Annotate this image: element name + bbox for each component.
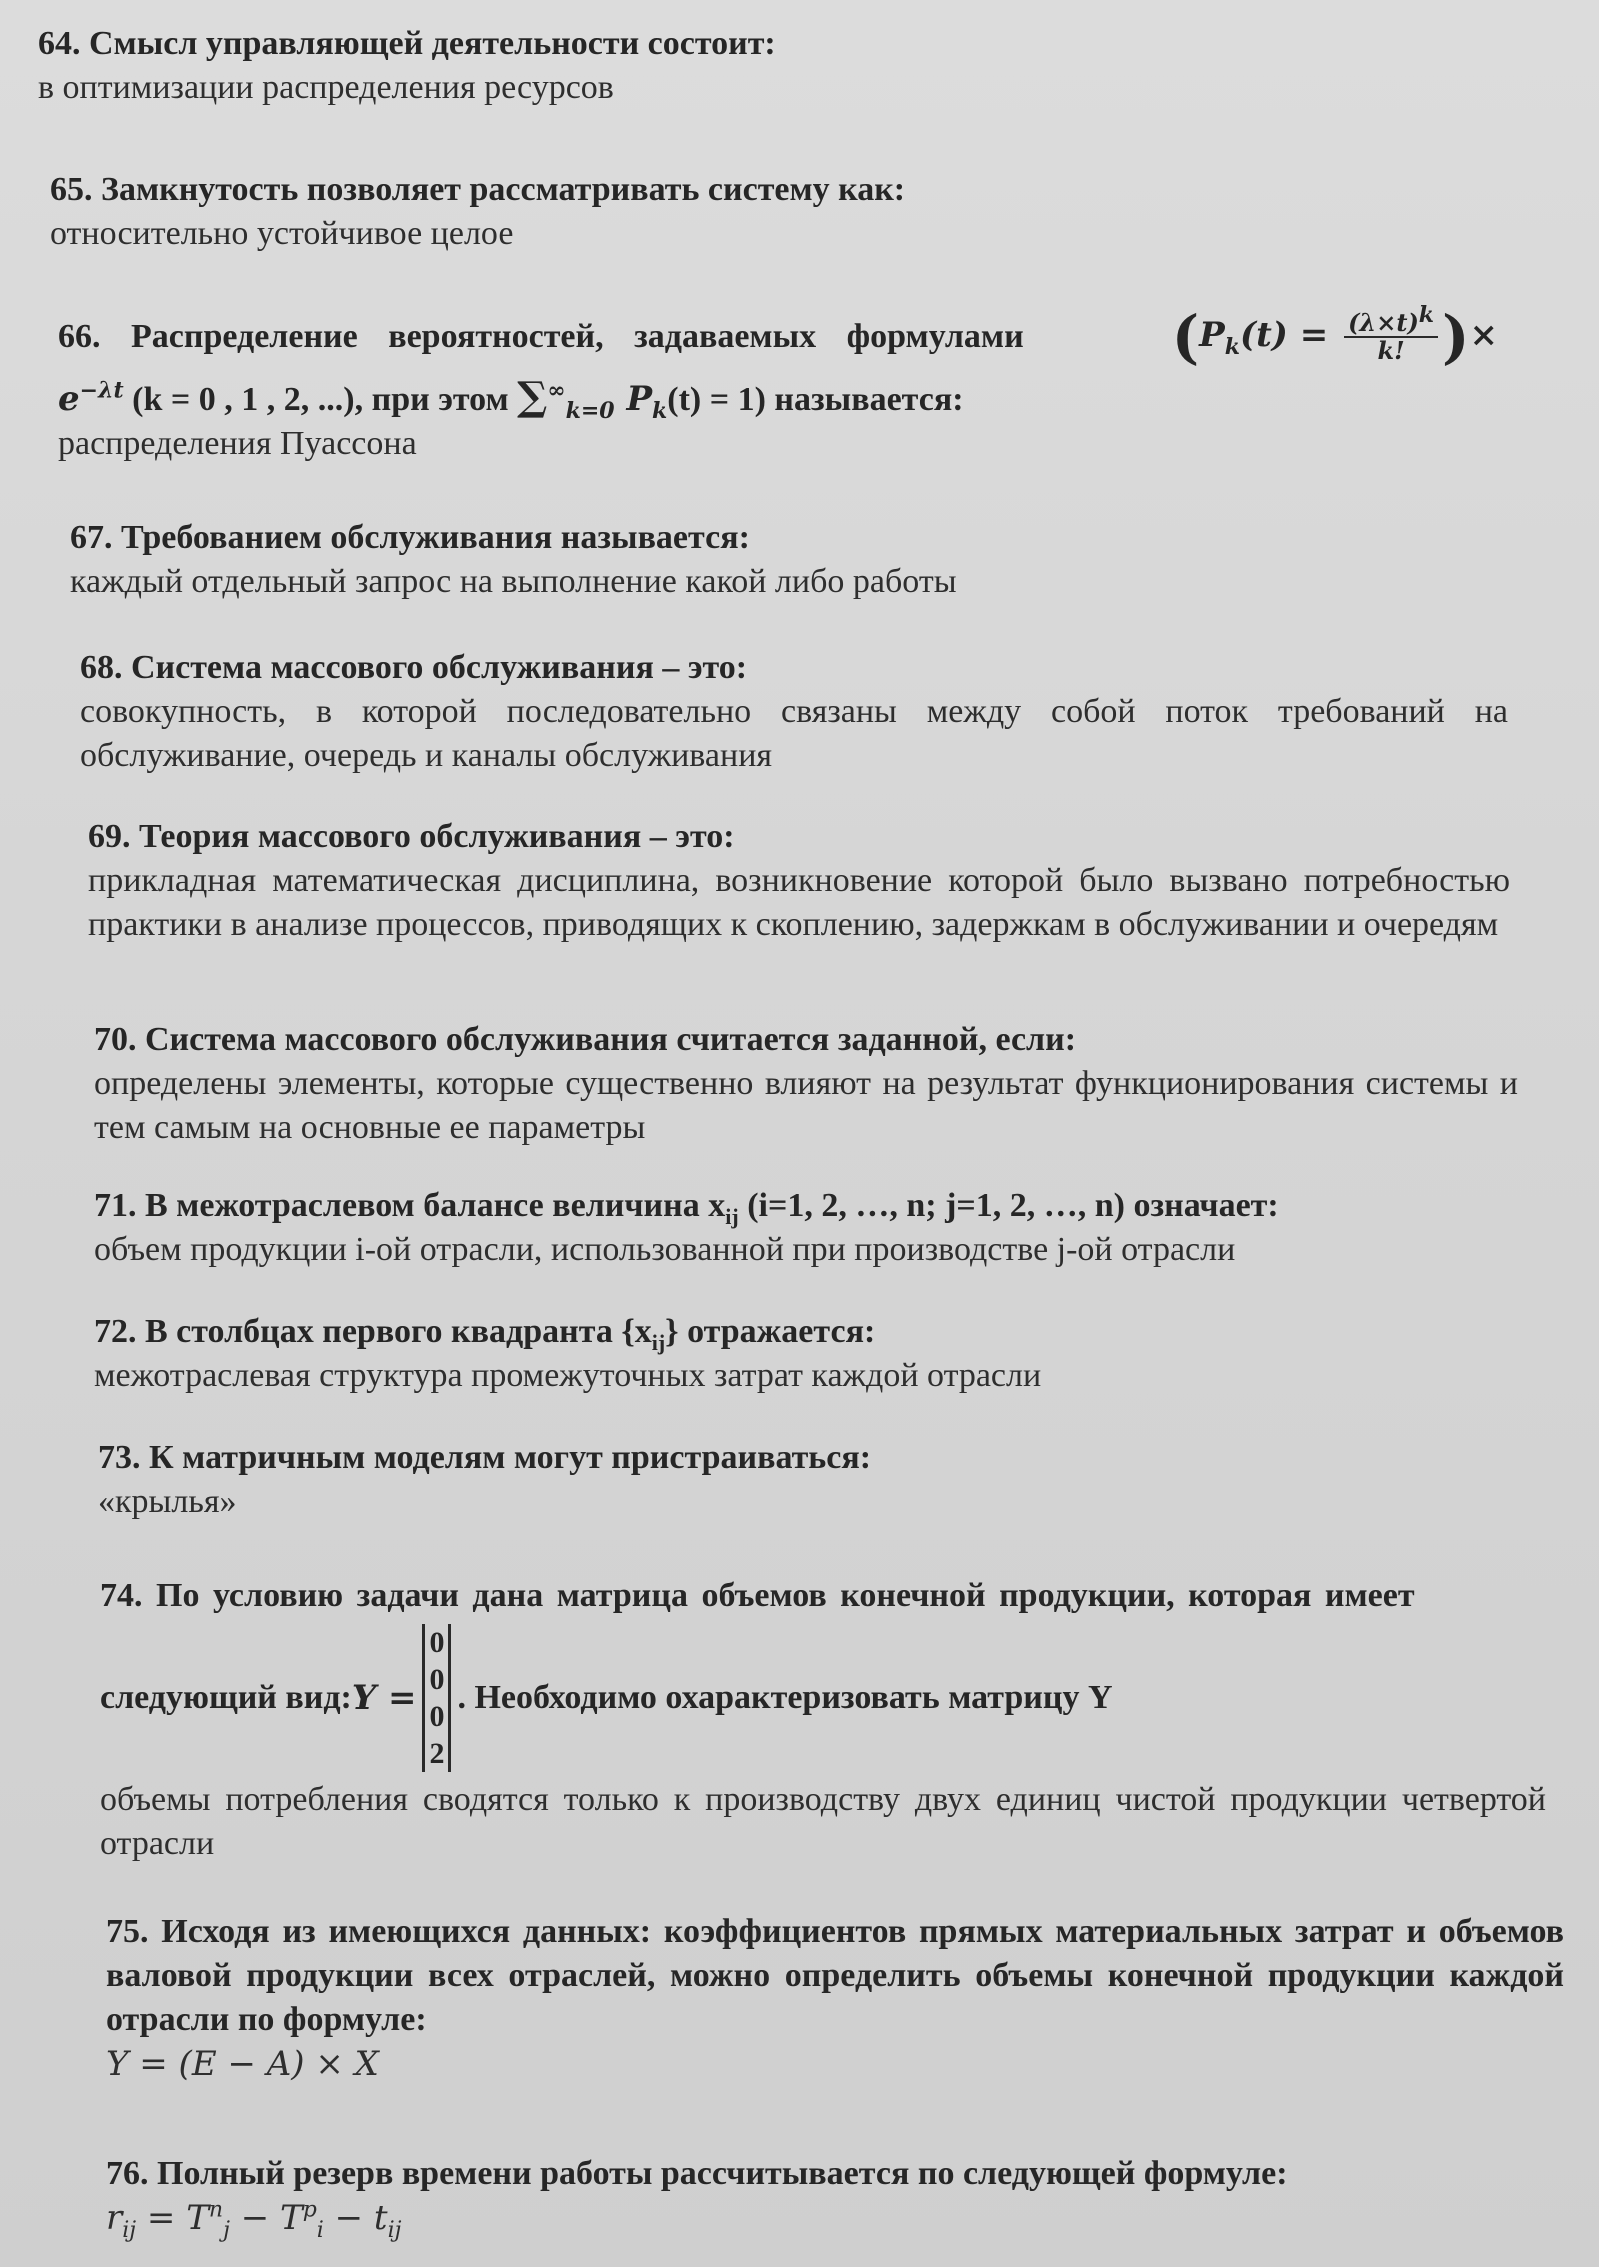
formula-fraction — [1344, 302, 1438, 365]
question-66-answer: распределения Пуассона — [58, 425, 417, 462]
formula-sum-eq: (t) = 1) называется: — [667, 381, 964, 418]
question-64 — [38, 22, 1578, 110]
question-75-title: 75. Исходя из имеющихся данных: коэффициентов прямых материальных затрат и объемов валовой продукции всех отраслей, можно определить объемы конечной продукции каждой отрасли по формуле: — [106, 1913, 1564, 2038]
formula-exp: $e^{-\lambda t}$ — [58, 377, 124, 419]
matrix-cell: 0 — [429, 1700, 445, 1733]
question-67-title: 67. Требованием обслуживания называется: — [70, 519, 750, 556]
question-66-intro: 66. Распределение вероятностей, задаваемых формулами — [58, 318, 1024, 355]
question-76-title: 76. Полный резерв времени работы рассчитывается по следующей формуле: — [106, 2155, 1288, 2192]
question-68 — [80, 646, 1508, 778]
question-75-answer: Y = (E − A) × X — [106, 2044, 379, 2084]
question-69 — [88, 815, 1510, 947]
matrix-cell: 2 — [429, 1737, 445, 1770]
question-74-answer: объемы потребления сводятся только к производству двух единиц чистой продукции четвертой отрасли — [100, 1781, 1546, 1862]
question-67-answer: каждый отдельный запрос на выполнение какой либо работы — [70, 563, 957, 600]
formula-times: × — [1469, 315, 1498, 355]
question-73 — [98, 1436, 1538, 1524]
question-66-title-line1 — [58, 302, 1498, 371]
question-66-formula — [1171, 302, 1498, 371]
formula-t: (t) = — [1240, 315, 1329, 355]
formula-pk: P — [1199, 315, 1225, 355]
question-69-answer: прикладная математическая дисциплина, возникновение которой было вызвано потребностью практики в анализе процессов, приводящих к скоплению, задержкам в обслуживании и очередям — [88, 862, 1510, 943]
question-74-title-line1: 74. По условию задачи дана матрица объемов конечной продукции, которая имеет — [100, 1577, 1415, 1614]
matrix-cell: 0 — [429, 1626, 445, 1659]
question-72-title: 72. В столбцах первого квадранта $\{x_{ij}\}$ отражается: — [94, 1313, 876, 1355]
question-64-answer: в оптимизации распределения ресурсов — [38, 69, 614, 106]
question-76 — [106, 2152, 1546, 2243]
formula-k-values: (k = 0 , 1 , 2, ...), при этом — [132, 381, 509, 418]
matrix-cell: 0 — [429, 1663, 445, 1696]
question-71 — [94, 1184, 1534, 1272]
formula-open-paren: ( — [1171, 303, 1200, 371]
question-72-answer: межотраслевая структура промежуточных затрат каждой отрасли — [94, 1357, 1042, 1394]
question-70-title: 70. Система массового обслуживания считается заданной, если: — [94, 1021, 1077, 1058]
formula-sum: $\sum^\infty_{k=0}$ $P_k$ — [517, 373, 668, 424]
question-73-title: 73. К матричным моделям могут пристраиваться: — [98, 1439, 872, 1476]
question-72 — [94, 1310, 1534, 1398]
question-71-answer: объем продукции i-ой отрасли, использованной при производстве j-ой отрасли — [94, 1231, 1236, 1268]
question-70-answer: определены элементы, которые существенно влияют на результат функционирования системы и тем самым на основные ее параметры — [94, 1065, 1518, 1146]
matrix-y — [422, 1624, 451, 1772]
question-76-answer: $r_{ij} = T^п_j - T^р_i - t_{ij}$ — [106, 2197, 402, 2243]
question-74 — [100, 1574, 1546, 1866]
fraction-numerator: $(\lambda\times t)^k$ — [1344, 310, 1438, 338]
question-74-title-line2: следующий вид: Y = 0 0 0 2 . Необходимо охарактеризовать матрицу Y — [100, 1626, 1113, 1770]
question-68-title: 68. Система массового обслуживания – это: — [80, 649, 748, 686]
question-66-title-line2 — [58, 375, 1498, 422]
formula-pk-sub: k — [1224, 333, 1240, 360]
question-67 — [70, 516, 1530, 604]
formula-close-paren: ) — [1442, 303, 1470, 371]
question-65-answer: относительно устойчивое целое — [50, 215, 514, 252]
question-73-answer: «крылья» — [98, 1483, 237, 1520]
question-68-answer: совокупность, в которой последовательно связаны между собой поток требований на обслуживание, очередь и каналы обслуживания — [80, 693, 1508, 774]
fraction-denominator: k! — [1377, 336, 1405, 365]
question-75 — [106, 1910, 1564, 2086]
question-70 — [94, 1018, 1518, 1150]
question-71-title: 71. В межотраслевом балансе величина $x_{ij}$ (i=1, 2, …, n; j=1, 2, …, n) означает: — [94, 1187, 1279, 1229]
question-69-title: 69. Теория массового обслуживания – это: — [88, 818, 735, 855]
question-64-title: 64. Смысл управляющей деятельности состоит: — [38, 25, 776, 62]
matrix-label: Y = — [351, 1678, 417, 1718]
question-65 — [50, 168, 1570, 256]
question-66 — [58, 302, 1498, 466]
question-65-title: 65. Замкнутость позволяет рассматривать систему как: — [50, 171, 906, 208]
